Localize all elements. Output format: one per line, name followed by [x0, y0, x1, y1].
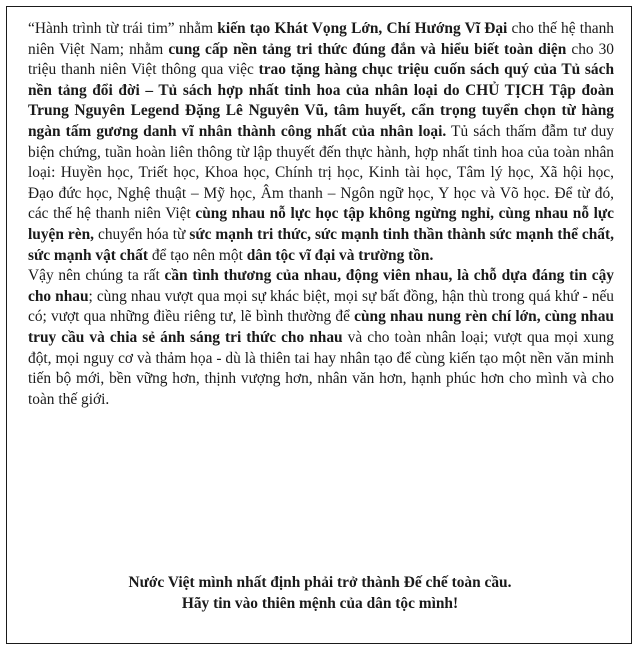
emphasis-text: kiến tạo Khát Vọng Lớn, Chí Hướng Vĩ Đại: [217, 20, 508, 37]
paragraph-solidarity: [28, 266, 614, 410]
emphasis-text: cùng nhau nung rèn chí lớn, cùng nhau truy cầu và chia sẻ ánh sáng tri thức cho nhau: [28, 308, 614, 346]
emphasis-text: cùng nhau nỗ lực học tập không ngừng nghỉ, cùng nhau nỗ lực luyện rèn,: [28, 205, 614, 243]
body-text-run: “Hành trình từ trái tim” nhằm: [28, 20, 218, 37]
emphasis-text: trao tặng hàng chục triệu cuốn sách quý của Tủ sách nền tảng đổi đời – Tủ sách hợp nhất tinh hoa của nhân loại do CHỦ TỊCH Tập đoàn Trung Nguyên Legend Đặng Lê Nguyên Vũ, tâm huyết, cẩn trọng tuyển chọn từ hàng ngàn tấm gương danh vĩ nhân thành công nhất của nhân loại.: [28, 61, 614, 140]
closing-line-2: Hãy tin vào thiên mệnh của dân tộc mình!: [181, 595, 459, 612]
body-text-run: chuyển hóa từ: [94, 225, 190, 243]
closing-line-1: Nước Việt mình nhất định phải trở thành Đế chế toàn cầu.: [128, 574, 512, 591]
body-text-run: ; cùng nhau vượt qua mọi sự khác biệt, mọi sự bất đồng, hận thù trong quá khứ - nếu có; vượt qua những điều riêng tư, lẽ bình thường để: [28, 287, 614, 326]
body-text-run: Vậy nên chúng ta rất: [28, 267, 165, 285]
emphasis-text: cung cấp nền tảng tri thức đúng đắn và hiểu biết toàn diện: [168, 40, 567, 58]
body-text-run: cho 30 triệu thanh niên Việt thông qua việc: [28, 40, 615, 79]
body-text-run: để tạo nên một: [147, 246, 247, 264]
body-text-run: cho thế hệ thanh niên Việt Nam; nhằm: [28, 20, 614, 58]
body-text-run: Tủ sách thấm đẫm tư duy biện chứng, tuần hoàn liên thông từ lập thuyết đến thực hành, hợp nhất tinh hoa của toàn nhân loại: Huyền học, Triết học, Khoa học, Chính trị học, Kinh tài học, Tâm lý học, Xã hội học, Đạo đức học, Nghệ thuật – Mỹ học, Âm thanh – Ngôn ngữ học, Y học và Võ học. Để từ đó, các thế hệ thanh niên Việt: [28, 122, 614, 223]
body-text-run: và cho toàn nhân loại; vượt qua mọi xung đột, mọi nguy cơ và thảm họa - dù là thiên tai hay nhân tạo để cùng kiến tạo một nền văn minh tiến bộ mới, bền vững hơn, thịnh vượng hơn, nhân văn hơn, hạnh phúc hơn cho mình và cho toàn thế giới.: [28, 328, 615, 408]
body-text: [28, 19, 614, 410]
closing-statement: [6, 572, 634, 614]
emphasis-text: cần tình thương của nhau, động viên nhau, là chỗ dựa đáng tin cậy cho nhau: [28, 267, 614, 305]
emphasis-text: dân tộc vĩ đại và trường tồn.: [246, 246, 434, 264]
paragraph-journey-from-heart: [28, 19, 614, 266]
emphasis-text: sức mạnh tri thức, sức mạnh tinh thần thành sức mạnh thể chất, sức mạnh vật chất: [28, 225, 614, 264]
